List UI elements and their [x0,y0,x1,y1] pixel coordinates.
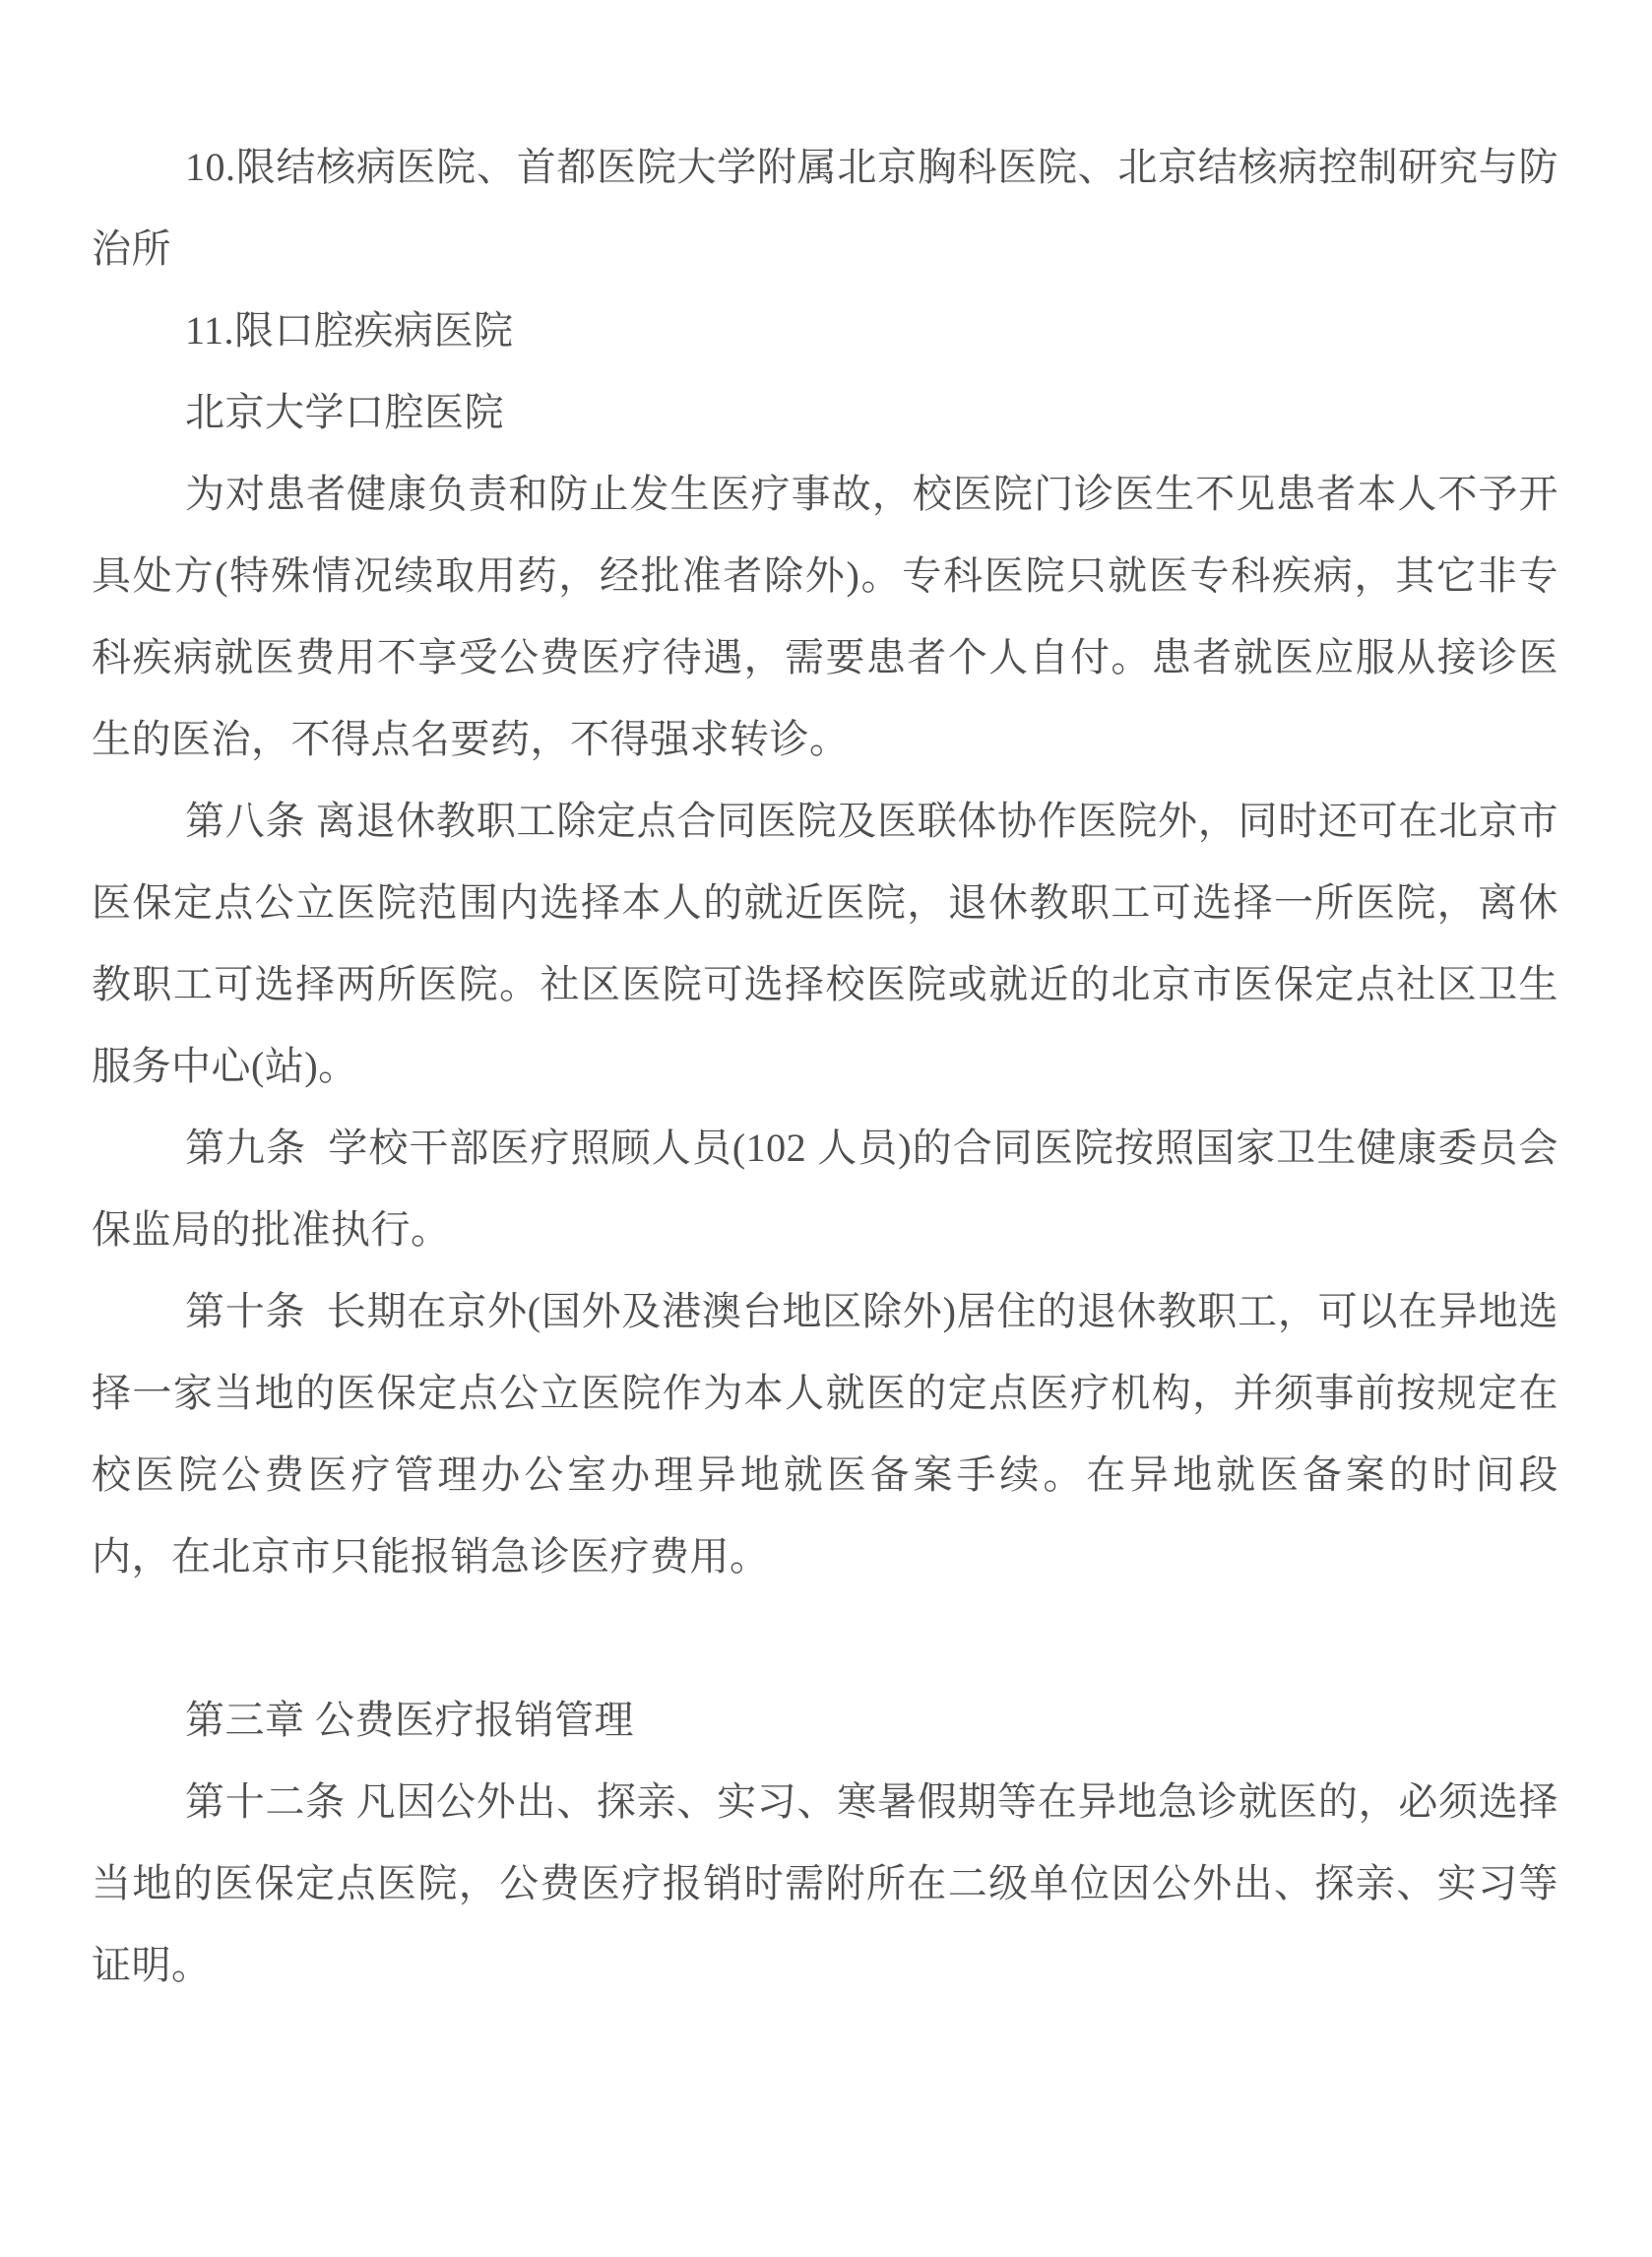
document-body [92,126,1558,2006]
text-line-hospital-name: 北京大学口腔医院 [185,390,504,434]
text-line-article-8-cont: 教职工可选择两所医院。社区医院可选择校医院或就近的北京市医保定点社区卫生 [92,962,1558,1006]
text-line-article-10-cont: 内，在北京市只能报销急诊医疗费用。 [92,1534,770,1579]
text-line-article-8: 第八条 离退休教职工除定点合同医院及医联体协作医院外，同时还可在北京市 [185,799,1558,843]
text-line-para: 为对患者健康负责和防止发生医疗事故，校医院门诊医生不见患者本人不予开 [185,472,1558,516]
text-line-article-10-cont: 校医院公费医疗管理办公室办理异地就医备案手续。在异地就医备案的时间段 [92,1452,1558,1497]
text-line-article-12-cont: 证明。 [92,1943,212,1987]
text-line-item-10: 10.限结核病医院、首都医院大学附属北京胸科医院、北京结核病控制研究与防 [185,145,1558,189]
text-line-article-10: 第十条 长期在京外(国外及港澳台地区除外)居住的退休教职工，可以在异地选 [185,1289,1558,1333]
text-line-article-8-cont: 服务中心(站)。 [92,1044,358,1088]
text-line-para-cont: 科疾病就医费用不享受公费医疗待遇，需要患者个人自付。患者就医应服从接诊医 [92,635,1558,679]
text-line-item-11: 11.限口腔疾病医院 [185,308,514,353]
text-line-article-12: 第十二条 凡因公外出、探亲、实习、寒暑假期等在异地急诊就医的，必须选择 [185,1779,1558,1824]
text-line-article-10-cont: 择一家当地的医保定点公立医院作为本人就医的定点医疗机构，并须事前按规定在 [92,1371,1558,1415]
text-line-para-cont: 具处方(特殊情况续取用药，经批准者除外)。专科医院只就医专科疾病，其它非专 [92,553,1558,598]
text-line-article-9-cont: 保监局的批准执行。 [92,1207,451,1252]
text-line-article-8-cont: 医保定点公立医院范围内选择本人的就近医院，退休教职工可选择一所医院，离休 [92,880,1558,925]
chapter-3-heading: 第三章 公费医疗报销管理 [185,1698,634,1742]
text-line-item-10-cont: 治所 [92,226,171,271]
text-line-article-12-cont: 当地的医保定点医院，公费医疗报销时需附所在二级单位因公外出、探亲、实习等 [92,1861,1558,1905]
blank-line [92,1597,1558,1679]
text-line-article-9: 第九条 学校干部医疗照顾人员(102 人员)的合同医院按照国家卫生健康委员会 [185,1126,1558,1170]
text-line-para-cont: 生的医治，不得点名要药，不得强求转诊。 [92,717,850,761]
